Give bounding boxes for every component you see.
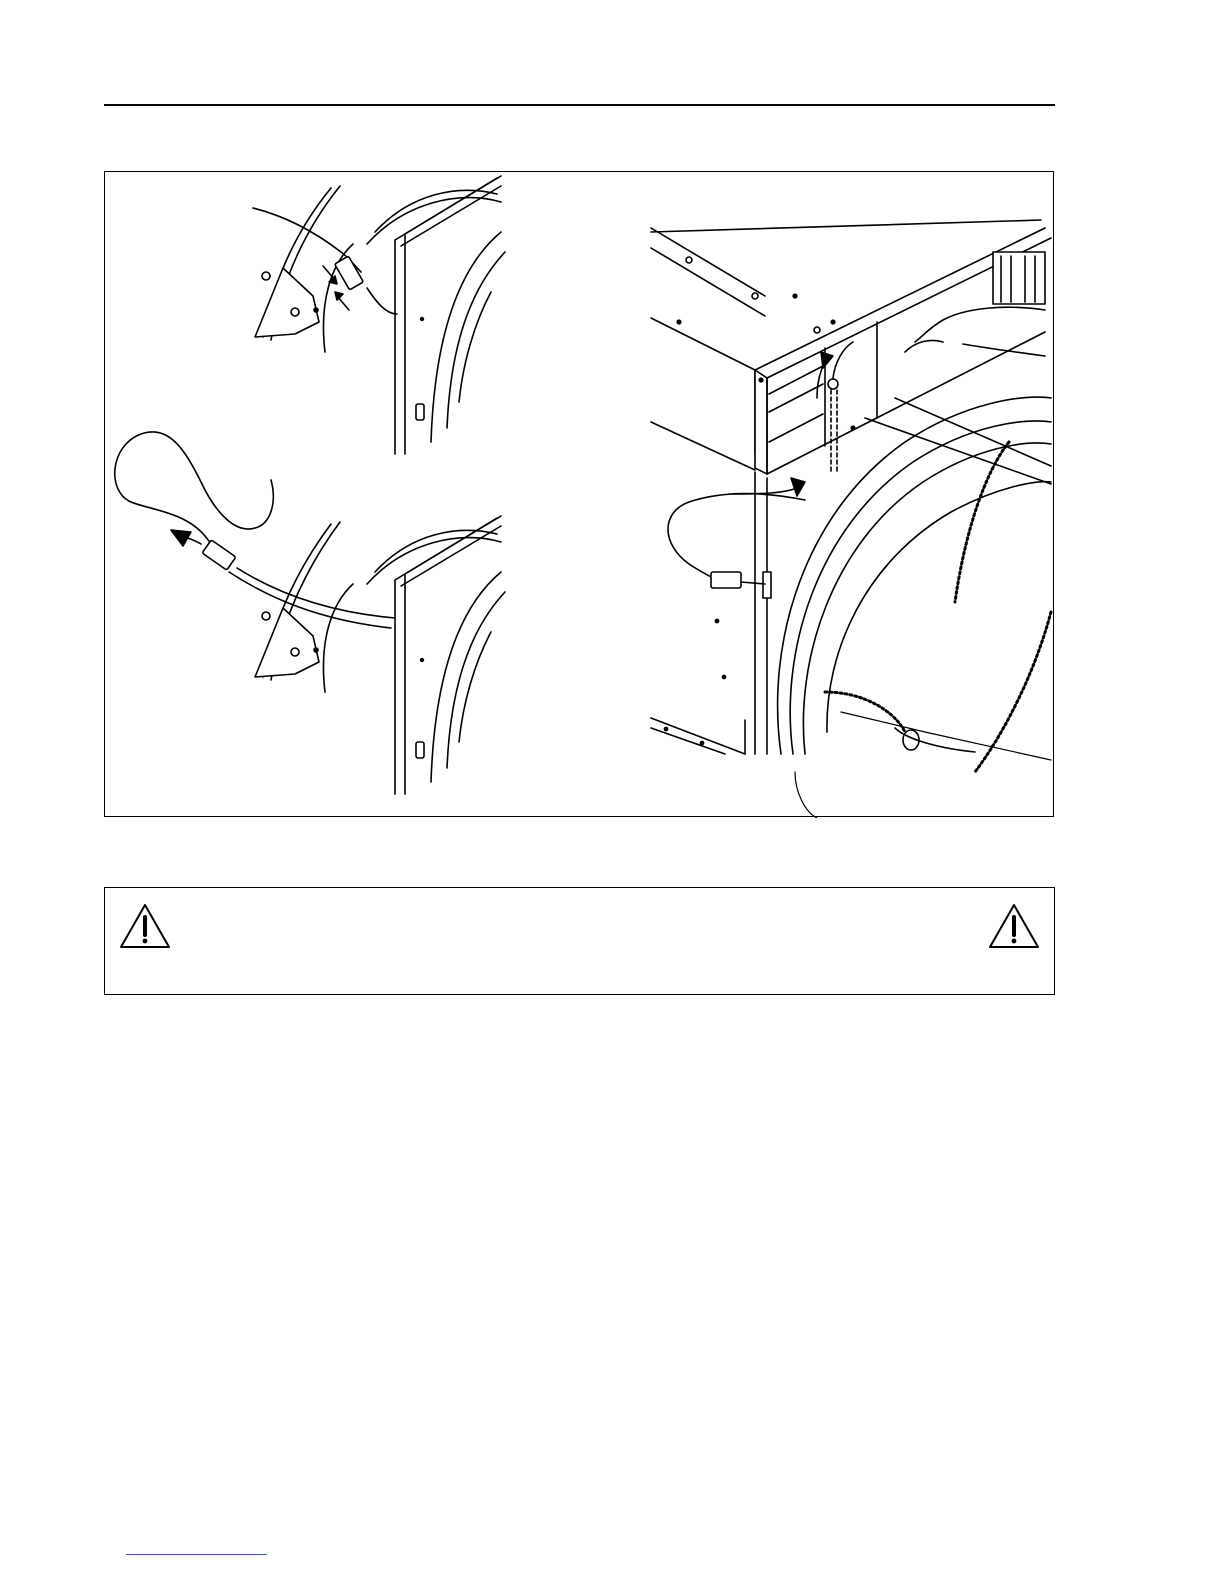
- cable-routing-detail: [115, 432, 505, 794]
- footer-link-underline[interactable]: [126, 1554, 267, 1555]
- routing-arrow-icon: [733, 352, 833, 496]
- warning-triangle-icon: [119, 903, 171, 949]
- connector-disconnect-detail: [253, 176, 505, 454]
- cable-pull-through-detail: [651, 220, 1051, 818]
- warning-box: [104, 887, 1055, 995]
- pull-arrow-icon: [171, 530, 201, 546]
- warning-triangle-icon: [988, 903, 1040, 949]
- illustration-figure: [104, 171, 1054, 817]
- header-rule: [104, 104, 1055, 106]
